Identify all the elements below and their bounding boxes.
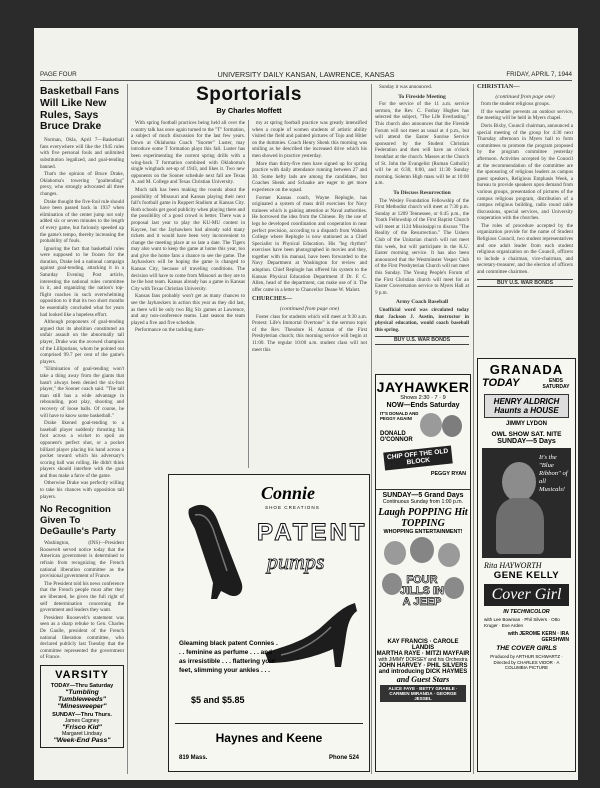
varsity-theater-ad xyxy=(40,665,124,748)
cover-cast: with Lee Bowman · Phil Silvers · Otto Kruger · Eve Arden xyxy=(484,617,560,628)
paragraph: my at spring football practice was greatly intensified when a couple of women students of artistic ability visited the field and painted pictures of Tojo and Hitler on the dummies. Coach Henry Shenk this morning was smiling as he described the increased drive which his men showed in practice yesterday. xyxy=(252,120,367,159)
jayhawker-now: NOW—Ends Saturday xyxy=(386,402,460,409)
connie-brand-sub: SHOE CREATIONS xyxy=(265,505,320,510)
churches-sub: (continued from page one) xyxy=(279,306,340,313)
churches-head: CHURCHES— xyxy=(252,296,293,303)
connie-brand: Connie xyxy=(261,483,316,503)
granada-today: TODAY xyxy=(482,377,520,389)
paragraph: More than thirty-five men have signed up for spring practice with daily attendance running between 27 and 30. Some hefty lads are among the candidates, but Coaches Shenk and Schaake are eager to get more experience on the squad. xyxy=(252,160,367,193)
ad-divider xyxy=(175,723,363,724)
laugh-tagline: Laugh POPPING Hit TOPPING xyxy=(378,507,468,529)
cover-girls: THE COVER GIRLS xyxy=(496,645,557,652)
column-rule xyxy=(371,84,372,774)
war-bonds-banner: BUY U.S. WAR BONDS xyxy=(375,336,469,345)
granada-theater-ad xyxy=(477,358,576,772)
column-one xyxy=(40,84,124,774)
masthead: UNIVERSITY DAILY KANSAN, LAWRENCE, KANSAS xyxy=(217,70,395,79)
sportorials-title: Sportorials xyxy=(196,84,302,105)
paragraph: That's the opinion of Bruce Drake, Oklahoma's towering "goaltending" prexy, who strongly advocated all three changes. xyxy=(40,171,124,197)
column-four xyxy=(375,84,469,370)
column-rule xyxy=(127,84,128,774)
paragraph: Although proponents of goal-tending argued that its abolition constituted an unfair assault on the abnormally tall player, Drake was the avowed champion of the Lilliputians, whom he pointed out comprised 99.7 per cent of the game's players. xyxy=(40,319,124,365)
star-rita: Rita HAYWORTH xyxy=(484,561,542,570)
paragraph: The President told his news conference that the French people must after they are liberated, be given the full right of self determination concerning the government and leaders they want. xyxy=(40,580,124,614)
four-jills-title: FOUR JILLS IN A JEEP xyxy=(400,574,445,608)
store-phone: Phone 524 xyxy=(328,755,359,761)
actor-photo xyxy=(444,577,464,599)
chip-poster xyxy=(380,411,466,487)
christian-sub: (continued from page one) xyxy=(495,93,555,100)
star-donald: DONALD O'CONNOR xyxy=(380,431,413,443)
war-bonds-banner: BUY U.S. WAR BONDS xyxy=(477,279,573,288)
cover-girl-photo xyxy=(482,448,571,558)
column-five xyxy=(477,84,573,354)
cast-line: JOHN HARVEY · PHIL SILVERS xyxy=(378,663,468,669)
degaulle-headline: No Recognition Given To DeGaulle's Party xyxy=(40,504,116,538)
guest-list: ALICE FAYE · BETTY GRABLE · CARMEN MIRANDA · GEORGE JESSEL xyxy=(380,685,466,702)
degaulle-story xyxy=(40,540,124,661)
star-peggy: PEGGY RYAN xyxy=(430,471,466,477)
page-date: FRIDAY, APRIL 7, 1944 xyxy=(506,71,572,78)
paragraph: With spring football practices being held all over the country talk has once again turned to the "T" formation, a subject of much discussion for the last few years. Down at Oklahoma Coach "Snorter" Luster, may introduce some T formation plays this fall. Luster has been experimenting the current spring drills with a wing-back T formation combined with Oklahoma's single wingback set-up of 1943, and likes it. Two new opponents on the Sooner schedule next fall are Texas A. and M. College and Texas Christian University. xyxy=(131,120,245,186)
sportorials-left-column xyxy=(131,120,245,468)
varsity-film: "Minesweeper" xyxy=(57,702,107,710)
cast-line: MARTHA RAYE · MITZI MAYFAIR xyxy=(376,651,470,657)
paragraph: from the student religious groups. xyxy=(481,101,550,108)
varsity-film: "Week-End Pass" xyxy=(53,736,111,744)
paragraph: "Elimination of goal-tending won't take a thing away from the giants that hasn't always been denied the six-foot player," the Sooner coach said. "The tall man still has a wide advantage in rebounding, post play, shooting and recovery of loose balls. Of course, he will have to know some basketball." xyxy=(40,366,124,419)
resurrection-head: To Discuss Resurrection xyxy=(393,189,451,196)
chip-title: CHIP OFF THE OLD BLOCK xyxy=(383,445,453,470)
granada-dates xyxy=(478,377,575,391)
fireside-head: To Fireside Meeting xyxy=(398,93,446,100)
paragraph: Otherwise Drake was perfectly willing to take his chances with opposition tall players. xyxy=(40,480,124,500)
patent-word: PATENT xyxy=(257,519,368,546)
pumps-word: pumps xyxy=(267,549,325,574)
varsity-star: Margaret Lindsay xyxy=(61,730,103,737)
newspaper-page xyxy=(34,28,578,780)
whopping-tagline: WHOPPING ENTERTAINMENT! xyxy=(383,529,463,535)
paragraph: President Roosevelt's statement was seen as a sharp rebuke to Gen. Charles De Gaulle, president of the French national liberation committee, who declared publicly last Tuesday that the committee represented the government of France. xyxy=(40,614,124,661)
jayhawker-continuous: Continuous Sunday from 1:00 p.m. xyxy=(382,499,464,505)
paragraph: Doris Bixby, Council chairman, announced a special meeting of the group for 4:30 next Thursday afternoon in Myers hall to form committees to promote the program proposed by the program committee yesterday afternoon. Activities accepted by the Council at the recommendation of the committee are the sponsoring of religious leaders as campus guest speakers, Religious Emphasis Week, a bureau to provide speakers upon demand from various groups, presentation of pictures of the campus religious program, distribution of a campus religious building, radio round table discussions, special services, and University cooperation with the churches. xyxy=(477,122,573,222)
varsity-star: James Cagney xyxy=(64,717,100,724)
aldrich-star: JIMMY LYDON xyxy=(505,421,547,427)
column-rule xyxy=(473,84,474,774)
owl-show: OWL SHOW SAT. NITE xyxy=(491,431,562,438)
paragraph: Former Kansas coach, Wayne Replogle, has originated a system of mass drill exercises for Navy trainees which is gaining attention at Naval authorities. He borrowed the idea from the Chinese. By the use of legs he developed coordination and cooperation in near perfect precision, according to a dispatch from Wabash College where Replogle is now stationed as a Chief Specialist in Physical Education. His "leg rhythm" exercises have been photographed in movies and they, together with his manual, have been forwarded to the Navy Department at Washington for review and adoption. Chief Replogle has offered his system to the Kansas Physical Education Department if Dr. F. C. Allen, head of the department, can make use of it. The offer came in a letter to Chancellor Deane W. Malott. xyxy=(252,194,367,293)
paragraph: If the weather prevents an outdoor service, the meeting will be held in Myers chapel. xyxy=(477,108,573,122)
paragraph: For the service of the 11 a.m. service sermon, the Rev. C. Foshay Hughes has selected the subject, "The Life Everlasting." This church also announces that the Fireside Forum will not meet as usual at 4 p.m., but will attend the Easter Sunrise Service sponsored by the Student Christian Federation and then will have an o'clock breakfast at the church. Masses at the Church of St. John the Evangelist (Roman Catholic) will be at 6:30, 8:00, and 11:30 Sunday morning. Solemn High mass will be at 10:00 a.m. xyxy=(375,101,469,187)
paragraph: Drake likened goal-tending to a baseball player suddenly thrusting his foot across a wicket to spoil an opponent's perfect shot, or a pocket billiard player placing his hand across a pocket toward which his adversary's scoring ball was rolling. He didn't think players should interfere with the goal and thus make a farce of the game. xyxy=(40,420,124,479)
store-address: 819 Mass. xyxy=(179,755,208,761)
cover-credits: with JEROME KERN · IRA GERSHWIN xyxy=(507,631,569,643)
granada-sunday: SUNDAY—5 Days xyxy=(497,438,556,445)
jayhawker-name: JAYHAWKER xyxy=(376,379,470,395)
baseball-head: Army Coach Baseball xyxy=(395,299,449,306)
cover-producer: Produced by ARTHUR SCHWARTZ · Directed by CHARLES VIDOR · A COLUMBIA PICTURE xyxy=(490,654,563,671)
varsity-name: VARSITY xyxy=(55,668,109,681)
granada-name: GRANADA xyxy=(489,362,564,377)
technicolor: IN TECHNICOLOR xyxy=(503,609,550,615)
paragraph: Washington, (INS)—President Roosevelt served notice today that the American government is determined to refrain from recognizing the French national liberation committee as the provisional government of France. xyxy=(40,540,124,580)
star-gene: GENE KELLY xyxy=(493,570,560,581)
blue-ribbon-tagline: It's the "Blue Ribbon" of all Musicals! xyxy=(539,454,568,493)
actress-photo xyxy=(502,462,536,502)
varsity-film: "Frisco Kid" xyxy=(62,723,102,731)
sportorials-right-column xyxy=(252,120,367,468)
paragraph: Ignoring the fact that basketball rules were supposed to be frozen for the duration, Drake led a national campaign against goal-tending, attacking it in a Saturday Evening Post article, interesting the national rules committee in it, and organizing the nation's top-flight coaches in such overwhelming opposition to it that its two short months be essentially concluded what for years had looked like a hopeless effort. xyxy=(40,245,124,318)
paragraph: Performance on the tackling dum- xyxy=(135,327,205,334)
cover-girl-title: Cover Girl xyxy=(484,584,569,606)
actor-photo xyxy=(438,543,460,567)
store-name: Haynes and Keene xyxy=(215,731,323,745)
basketball-story xyxy=(40,137,124,500)
actress-figure xyxy=(496,498,544,554)
sportorials-byline: By Charles Moffett xyxy=(216,106,282,115)
basketball-headline: Basketball Fans Will Like New Rules, Says Bruce Drake xyxy=(40,86,120,133)
granada-ends: ENDS SATURDAY xyxy=(542,378,570,390)
shoe-illustration-icon xyxy=(181,495,261,605)
paragraph: Norman, Okla, April 7—Basketball fans everywhere will like the 1945 rules with five personal fouls and unlimited substitution legalized, and goal-tending banned. xyxy=(40,137,124,170)
connie-shoe-ad xyxy=(168,474,370,772)
jayhawker-sunday: SUNDAY—5 Grand Days xyxy=(376,489,470,499)
jayhawker-shows: Shows 2:30 · 7 · 9 xyxy=(400,395,446,401)
paragraph: The roles of procedure accepted by the organization provide for the name of Student Religious Council, two student representatives and one adult leader from each student religious organization on the Council, officers to include a chairman, vice-chairman, and secretary-treasurer, and the election of officers and committee chairmen. xyxy=(477,222,573,276)
connie-price: $5 and $5.85 xyxy=(191,695,245,705)
poster-tagline: IT'S DONALD AND PEGGY AGAIN! xyxy=(380,411,419,421)
paragraph: Unofficial word was circulated today that Jackson J. Austin, instructor in physical education, would coach baseball this spring. xyxy=(375,307,469,333)
page-number: PAGE FOUR xyxy=(40,71,77,78)
cast-line: and introducing DICK HAYMES xyxy=(378,669,468,675)
actor-photo xyxy=(442,415,462,437)
varsity-sunday: SUNDAY—Thru Thurs. xyxy=(52,711,112,718)
aldrich-title: HENRY ALDRICH Haunts a HOUSE xyxy=(484,394,569,418)
actor-photo xyxy=(384,541,406,565)
column-rule xyxy=(248,120,249,468)
paragraph: Foster class for students which will meet at 9:30 a.m. Protest: Life's Immortal Overtone" is the sermon topic of the Rev. Theodore H. Aszman of the First Presbyterian church; this morning service will begin at 11:00. The regular 10:00 a.m. student class will not meet this xyxy=(252,313,367,353)
paragraph: Much talk has been making the rounds about the possibility of Missouri and Kansas playing their next fall's football game in Ruppert Stadium at Kansas City. Both schools get good publicity when playing there and the possibility of a good crowd is better. There was a proposal last year to play the KU-MU contest in Kaycee, but the Jayhawkers had already sold many tickets and it would have been very inconvenient to change the meeting place at so late a date. The Tigers may also want to keep the game at home this year, too and give the home fans a chance to see the game. The Jayhawkers will be hoping the game is changed to Kansas City, because of traveling conditions. The decision will have to come from Missouri as they are to be the host team. Kansas already has a game in Kansas City with Texas Christian University. xyxy=(131,186,245,292)
varsity-film: "Tumbling Tumbleweeds" xyxy=(57,688,107,703)
connie-copy: Gleaming black patent Connies . . . feminine as perfume . . . and as irresistible . . . flattering your feet, slimming your ankles . . . xyxy=(179,640,278,674)
page-header xyxy=(40,70,572,81)
christian-head: CHRISTIAN— xyxy=(477,84,520,90)
four-jills-poster xyxy=(380,537,466,637)
paragraph: Sunday it was announced. xyxy=(379,84,433,90)
paragraph: Drake thought the five-foul rule should have been passed back in 1937 when elimination of the center jump not only added six or seven minutes to the length of every game, but furiously speeded up the game's tempo, thereby increasing the probability of fouls. xyxy=(40,198,124,245)
cast-line: KAY FRANCIS · CAROLE LANDIS xyxy=(387,639,459,651)
cast-line: with JIMMY DORSEY and his Orchestra xyxy=(378,657,468,663)
paragraph: The Wesley Foundation Fellowship of the First Methodist church will meet at 7:30 p.m. Sunday at 1209 Tennessee, or 6:45 p.m., the Youth Fellowship of the First Baptist Church will meet at 1124 Mississippi to discuss "The Reality of the Resurrection." The Ushers Club of the Unitarian church will not meet this week, but will participate in the K.U. Easter morning service. It has also been announced that the Westminster Vesper Club of the First Presbyterian Church will not meet this Sunday. The Young People's Forum of the First Christian church will meet for an Easter Conversation service to Myers Hall at 9 p.m. xyxy=(375,197,469,296)
actor-photo xyxy=(410,537,434,563)
varsity-today: TODAY—Thru Saturday xyxy=(50,682,114,689)
jayhawker-theater-ad xyxy=(375,374,471,772)
paragraph: Kansas fans probably won't get as many chances to see the Jayhawkers in action this year as they did last, as there will be only two Big Six games at Lawrence, and any non-conference teams. Last season the team played a five and five schedule. xyxy=(131,293,245,326)
actor-photo xyxy=(382,573,402,595)
guest-stars: and Guest Stars xyxy=(396,675,450,684)
